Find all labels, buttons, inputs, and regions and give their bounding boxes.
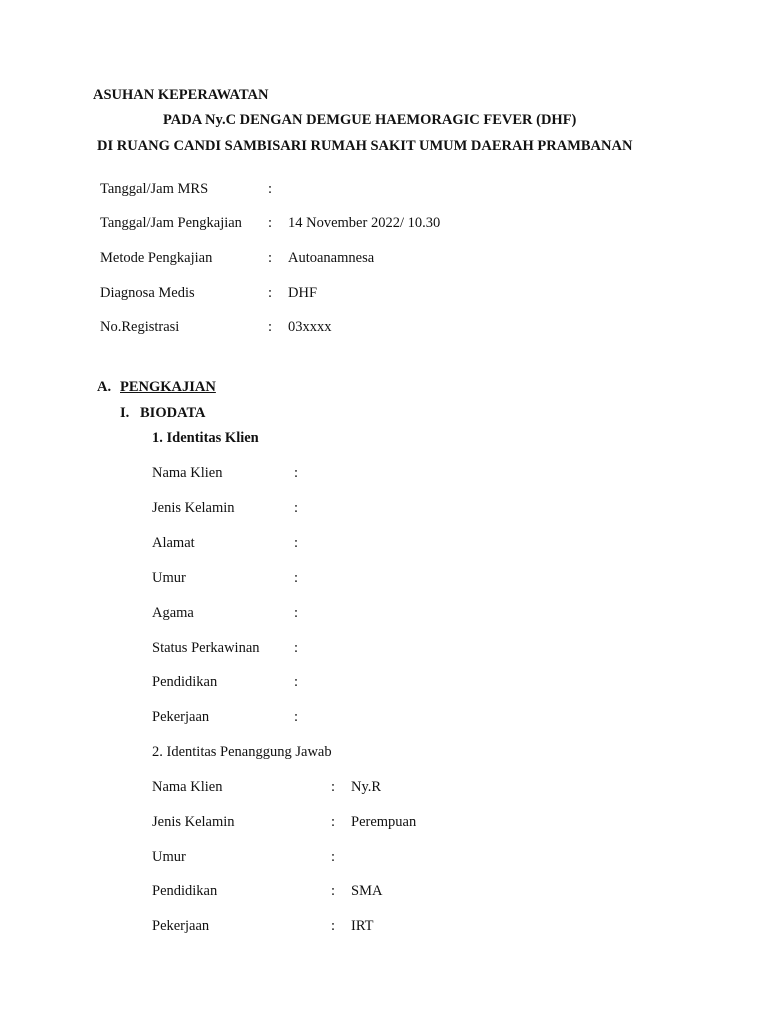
admission-label: Tanggal/Jam Pengkajian <box>100 215 242 231</box>
colon: : <box>294 640 299 656</box>
field-value: IRT <box>351 918 374 934</box>
colon: : <box>268 250 273 266</box>
document-subtitle: PADA Ny.C DENGAN DEMGUE HAEMORAGIC FEVER (DHF) <box>163 112 577 128</box>
admission-value: 03xxxx <box>288 319 332 335</box>
colon: : <box>294 465 299 481</box>
colon: : <box>294 709 299 725</box>
client-identity-heading: 1. Identitas Klien <box>152 430 259 446</box>
admission-label: Tanggal/Jam MRS <box>100 181 209 197</box>
admission-value: 14 November 2022/ 10.30 <box>288 215 441 231</box>
admission-value: Autoanamnesa <box>288 250 375 266</box>
field-label: Pendidikan <box>152 883 218 899</box>
admission-label: Metode Pengkajian <box>100 250 213 266</box>
admission-value: DHF <box>288 285 318 301</box>
document-location: DI RUANG CANDI SAMBISARI RUMAH SAKIT UMUM DAERAH PRAMBANAN <box>97 138 633 154</box>
colon: : <box>331 918 336 934</box>
document-title: ASUHAN KEPERAWATAN <box>93 87 269 103</box>
guardian-identity-heading: 2. Identitas Penanggung Jawab <box>152 744 332 760</box>
field-label: Umur <box>152 849 186 865</box>
colon: : <box>331 779 336 795</box>
admission-label: Diagnosa Medis <box>100 285 195 301</box>
section-number: A. <box>97 379 112 395</box>
colon: : <box>268 181 273 197</box>
subsection-heading-biodata: BIODATA <box>140 405 206 421</box>
field-label: Status Perkawinan <box>152 640 260 656</box>
field-value: Perempuan <box>351 814 417 830</box>
field-label: Umur <box>152 570 186 586</box>
field-label: Pekerjaan <box>152 709 210 725</box>
colon: : <box>331 814 336 830</box>
field-value: Ny.R <box>351 779 382 795</box>
colon: : <box>294 570 299 586</box>
colon: : <box>331 849 336 865</box>
field-label: Pendidikan <box>152 674 218 690</box>
colon: : <box>294 500 299 516</box>
colon: : <box>294 535 299 551</box>
field-label: Alamat <box>152 535 195 551</box>
colon: : <box>331 883 336 899</box>
field-label: Nama Klien <box>152 779 223 795</box>
field-label: Jenis Kelamin <box>152 500 235 516</box>
colon: : <box>268 215 273 231</box>
field-label: Pekerjaan <box>152 918 210 934</box>
colon: : <box>268 319 273 335</box>
subsection-number: I. <box>120 405 130 421</box>
field-label: Nama Klien <box>152 465 223 481</box>
colon: : <box>294 674 299 690</box>
field-value: SMA <box>351 883 383 899</box>
field-label: Agama <box>152 605 194 621</box>
admission-label: No.Registrasi <box>100 319 180 335</box>
section-heading-pengkajian: PENGKAJIAN <box>120 379 216 395</box>
colon: : <box>294 605 299 621</box>
field-label: Jenis Kelamin <box>152 814 235 830</box>
colon: : <box>268 285 273 301</box>
